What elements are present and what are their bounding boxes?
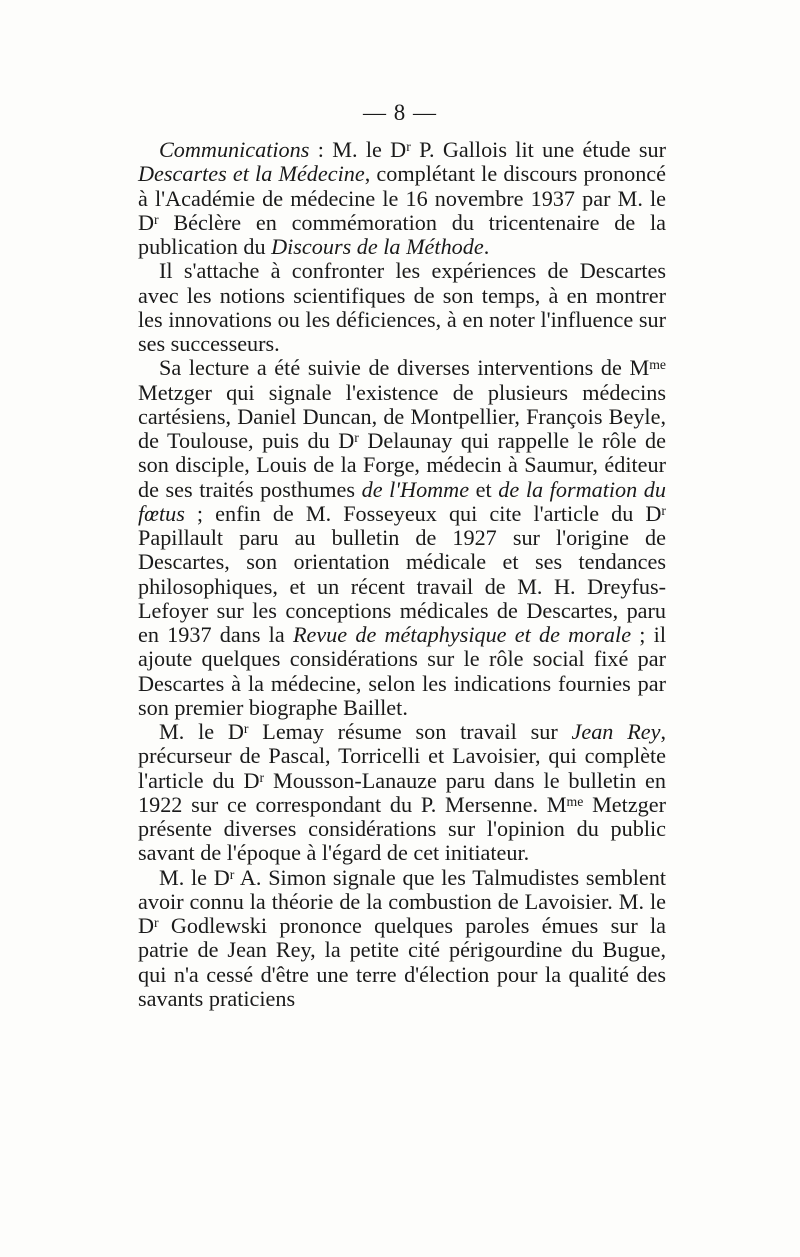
text-run: . [483,234,490,259]
italic-title: de la formation du fœtus [138,476,666,526]
italic-title: Jean Rey [571,719,661,744]
text-run: : M. le D [309,137,407,162]
text-run: Sa lecture a été suivie de diverses interventions de M [159,355,650,381]
text-run: Il s'attache à confronter les expériences de Descartes avec les notions scientifiques de son temps, à en montrer les innovations ou les déficiences, à en noter l'influence sur ses successeurs. [138,258,666,356]
text-run: Metzger présente diverses considérations sur l'opinion du public savant de l'époque à l'égard de cet initiateur. [138,791,666,866]
text-run: Papillault paru au bulletin de 1927 sur l'origine de Descartes, son orientation médicale et ses tendances philosophiques, et un récent travail de M. H. Dreyfus-Lefoyer sur les conceptions médicales de Descartes, paru en 1937 dans la [138,525,666,647]
section-heading: Communications [159,137,310,162]
text-run: A. Simon signale que les Talmudistes semblent avoir connu la théorie de la combustion de Lavoisier. M. le D [138,864,667,938]
text-run: et [469,476,499,502]
italic-title: de l'Homme [361,476,470,502]
superscript: r [661,502,666,518]
paragraph-communications [138,138,666,259]
text-run: , complétant le discours prononcé à l'Académie de médecine le 16 novembre 1937 par M. le D [138,161,667,235]
paragraph-confronter [138,259,666,356]
text-run: , précurseur de Pascal, Torricelli et Lavoisier, qui complète l'article du D [138,719,666,793]
paragraph-lemay [138,720,666,866]
text-run: Mousson-Lanauze paru dans le bulletin en 1922 sur ce correspondant du P. Mersenne. M [138,767,666,817]
text-run: ; enfin de M. Fosseyeux qui cite l'article du D [184,500,662,526]
page-number: — 8 — [363,100,437,125]
superscript: r [354,429,359,445]
text-run: Delaunay qui rappelle le rôle de son disciple, Louis de la Forge, médecin à Saumur, éditeur de ses traités posthumes [138,428,667,502]
superscript: r [154,914,159,930]
italic-title: Discours de la Méthode [271,234,484,259]
italic-title: Descartes et la Médecine [138,161,365,187]
superscript: me [649,357,666,373]
text-run: Metzger qui signale l'existence de plusieurs médecins cartésiens, Daniel Duncan, de Montpellier, François Beyle, de Toulouse, puis du D [138,379,666,453]
superscript: me [566,793,584,809]
superscript: r [154,211,159,227]
text-run: ; il ajoute quelques considérations sur le rôle social fixé par Descartes à la médecine, selon les indications fournies par son premier biographe Baillet. [138,622,667,720]
superscript: r [243,720,249,736]
superscript: r [259,769,265,785]
text-run: M. le D [159,719,244,744]
paragraph-simon [138,866,666,1012]
text-run: P. Gallois lit une étude sur [410,137,666,162]
body-text [138,138,666,1011]
text-run: Lemay résume son travail sur [248,719,572,744]
text-run: M. le D [159,864,230,890]
text-run: Béclère en commémoration du tricentenaire de la publication du [138,209,666,259]
text-run: Godlewski prononce quelques paroles émues sur la patrie de Jean Rey, la petite cité périgourdine du Bugue, qui n'a cessé d'être une terre d'élection pour la qualité des savants praticiens [138,913,666,1011]
paragraph-lecture [138,356,666,720]
italic-title: Revue de métaphysique et de morale [292,622,632,647]
superscript: r [229,866,235,882]
superscript: r [406,138,411,154]
